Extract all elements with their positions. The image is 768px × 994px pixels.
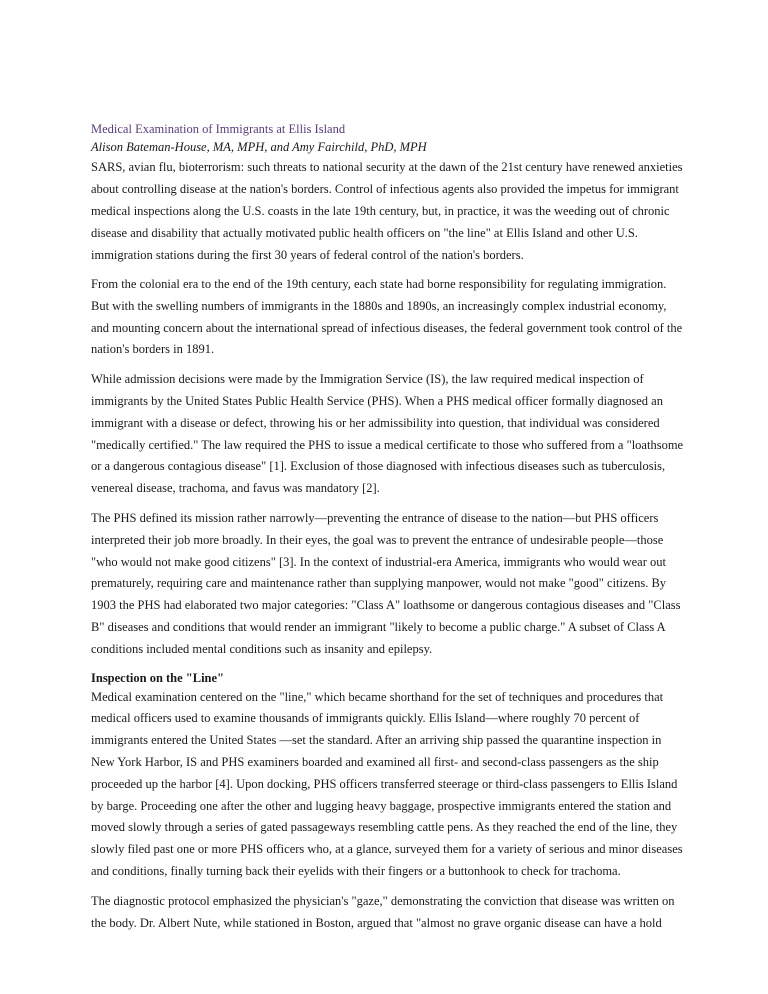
paragraph-line-examination: Medical examination centered on the "line," which became shorthand for the set of techniques and procedures that medical officers used to examine thousands of immigrants quickly. Ellis Island—where roughly 70 percent of immigrants entered the United States —set the standard. After an arriving ship passed the quarantine inspection in New York Harbor, IS and PHS examiners boarded and examined all first- and second-class passengers as the ship proceeded up the harbor [4]. Upon docking, PHS officers transferred steerage or third-class passengers to Ellis Island by barge. Proceeding one after the other and lugging heavy baggage, prospective immigrants entered the station and moved slowly through a series of gated passageways resembling cattle pens. As they reached the end of the line, they slowly filed past one or more PHS officers who, at a glance, surveyed them for a variety of serious and minor diseases and conditions, finally turning back their eyelids with their fingers or a buttonhook to check for trachoma. — [91, 689, 683, 878]
paragraph-diagnostic-protocol: The diagnostic protocol emphasized the physician's "gaze," demonstrating the conviction that disease was written on the body. Dr. Albert Nute, while stationed in Boston, argued that "almost no grave organic disease can have a hold — [91, 893, 675, 930]
paragraph-phs-mission: The PHS defined its mission rather narrowly—preventing the entrance of disease to the nation—but PHS officers interpreted their job more broadly. In their eyes, the goal was to prevent the entrance of undesirable people—those "who would not make good citizens" [3]. In the context of industrial-era America, immigrants who would wear out prematurely, requiring care and maintenance rather than supplying manpower, would not make "good" citizens. By 1903 the PHS had elaborated two major categories: "Class A" loathsome or dangerous contagious diseases and "Class B" diseases and conditions that would render an immigrant "likely to become a public charge." A subset of Class A conditions included mental conditions such as insanity and epilepsy. — [91, 510, 681, 656]
paragraph-intro: SARS, avian flu, bioterrorism: such threats to national security at the dawn of the 21st century have renewed anxieties about controlling disease at the nation's borders. Control of infectious agents also provided the impetus for immigrant medical inspections along the U.S. coasts in the late 19th century, but, in practice, it was the weeding out of chronic disease and disability that actually motivated public health officers on "the line" at Ellis Island and other U.S. immigration stations during the first 30 years of federal control of the nation's borders. — [91, 160, 683, 262]
section-heading: Inspection on the "Line" — [91, 670, 224, 685]
article-title: Medical Examination of Immigrants at Ellis Island — [91, 122, 346, 136]
paragraph-admission-decisions: While admission decisions were made by the Immigration Service (IS), the law required medical inspection of immigrants by the United States Public Health Service (PHS). When a PHS medical officer formally diagnosed an immigrant with a disease or defect, throwing his or her admissibility into question, that individual was considered "medically certified." The law required the PHS to issue a medical certificate to those who suffered from a "loathsome or a dangerous contagious disease" [1]. Exclusion of those diagnosed with infectious diseases such as tuberculosis, venereal disease, trachoma, and favus was mandatory [2]. — [91, 372, 684, 496]
article-authors: Alison Bateman-House, MA, MPH, and Amy Fairchild, PhD, MPH — [91, 140, 427, 154]
paragraph-colonial-era: From the colonial era to the end of the 19th century, each state had borne responsibility for regulating immigration. But with the swelling numbers of immigrants in the 1880s and 1890s, an increasingly complex industrial economy, and mounting concern about the international spread of infectious diseases, the federal government took control of the nation's borders in 1891. — [91, 277, 683, 357]
document-page — [91, 120, 685, 942]
